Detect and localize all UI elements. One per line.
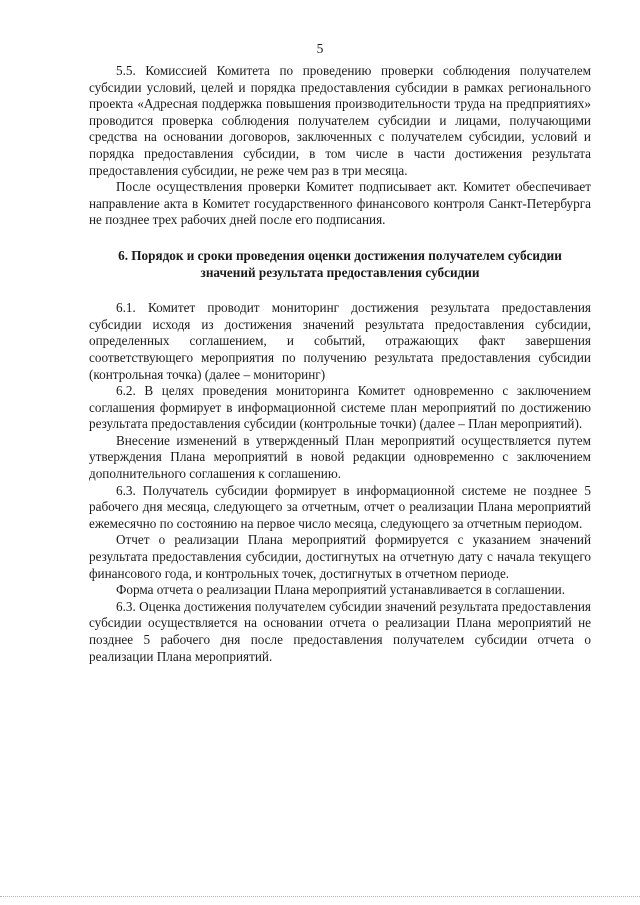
paragraph-5-5-act: После осуществления проверки Комитет подписывает акт. Комитет обеспечивает направление акта в Комитет государственного финансового контроля Санкт-Петербурга не позднее трех рабочих дней после его подписания. [89, 179, 591, 228]
paragraph-6-1: 6.1. Комитет проводит мониторинг достижения результата предоставления субсидии исходя из достижения значений результата предоставления субсидии, определенных соглашением, и событий, отражающих факт завершения соответствующего мероприятия по получению результата предоставления субсидии (контрольная точка) (далее – мониторинг) [89, 300, 591, 382]
paragraph-6-3-evaluation: 6.3. Оценка достижения получателем субсидии значений результата предоставления субсидии осуществляется на основании отчета о реализации Плана мероприятий не позднее 5 рабочего дня после предоставления получателем субсидии отчета о реализации Плана мероприятий. [89, 598, 591, 664]
paragraph-6-3: 6.3. Получатель субсидии формирует в информационной системе не позднее 5 рабочего дня месяца, следующего за отчетным, отчет о реализации Плана мероприятий ежемесячно по состоянию на первое число месяца, следующего за отчетным периодом. [89, 482, 591, 531]
page-number: 5 [316, 41, 324, 56]
paragraph-6-2-changes: Внесение изменений в утвержденный План мероприятий осуществляется путем утверждения Плана мероприятий в новой редакции одновременно с заключением дополнительного соглашения к соглашению. [89, 432, 591, 482]
footer-divider [0, 896, 640, 897]
paragraph-6-3-form: Форма отчета о реализации Плана мероприятий устанавливается в соглашении. [116, 582, 566, 598]
document-body [89, 63, 591, 665]
paragraph-6-2: 6.2. В целях проведения мониторинга Комитет одновременно с заключением соглашения формирует в информационной системе план мероприятий по достижению результата предоставления субсидии (контрольные точки) (далее – План мероприятий). [89, 383, 591, 432]
paragraph-5-5: 5.5. Комиссией Комитета по проведению проверки соблюдения получателем субсидии условий, целей и порядка предоставления субсидии в рамках регионального проекта «Адресная поддержка повышения производительности труда на предприятиях» проводится проверка соблюдения получателем субсидии и лицами, получающими средства на основании договоров, заключенных с получателем субсидии, условий и порядка предоставления субсидии, в том числе в части достижения результата предоставления субсидии, не реже чем раз в три месяца. [89, 63, 591, 178]
paragraph-6-3-report: Отчет о реализации Плана мероприятий формируется с указанием значений результата предоставления субсидии, достигнутых на отчетную дату с начала текущего финансового года, и контрольных точек, достигнутых в отчетном периоде. [89, 532, 591, 581]
section-6-heading: 6. Порядок и сроки проведения оценки достижения получателем субсидии значений результата предоставления субсидии [118, 247, 562, 280]
